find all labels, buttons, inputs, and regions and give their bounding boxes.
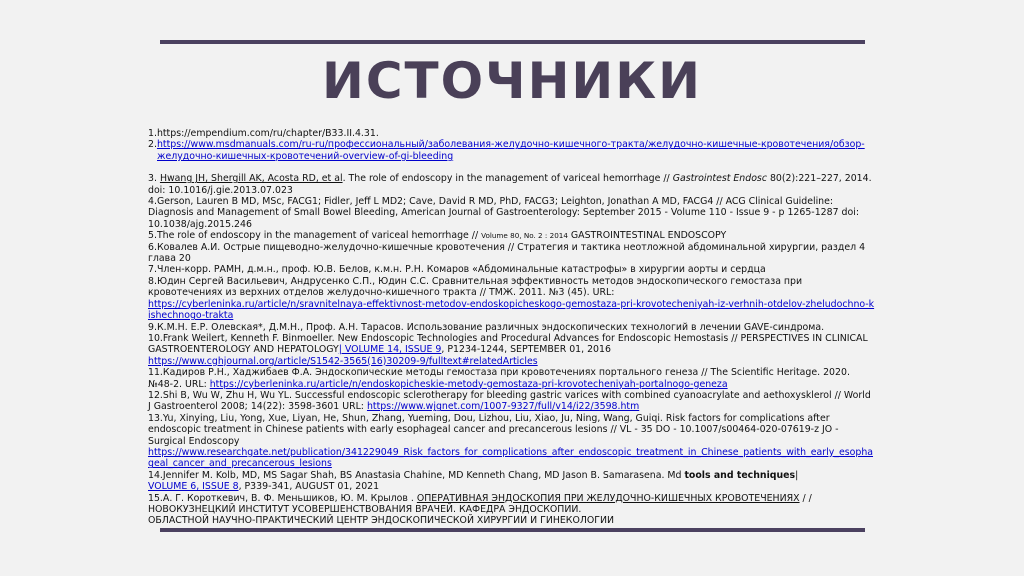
reference-6: 6.Ковалев А.И. Острые пищеводно-желудочно-кишечные кровотечения // Стратегия и тактика неотложной абдоминальной хирургии, раздел 4 глава 20: [148, 241, 866, 265]
reference-15-text: 15.А. Г. Короткевич, В. Ф. Меньшиков, Ю. М. Крылов .: [148, 492, 417, 504]
page-title: ИСТОЧНИКИ: [322, 52, 702, 110]
reference-3-number: 3.: [148, 173, 160, 185]
references-list: [148, 128, 876, 527]
reference-8: [148, 276, 876, 322]
reference-5-rest: GASTROINTESTINAL ENDOSCOPY: [567, 230, 727, 242]
reference-5-volume: Volume 80, No. 2 : 2014: [481, 231, 568, 241]
reference-14-volume-link[interactable]: VOLUME 6, ISSUE 8: [148, 481, 239, 493]
reference-8-text: 8.Юдин Сергей Васильевич, Андрусенко С.П., Юдин С.С. Сравнительная эффективность методов эндоскопического гемостаза при кровотечениях из верхних отделов желудочно-кишечного тракта // ТМЖ. 2011. №3 (45). URL:: [148, 275, 803, 299]
reference-10-link[interactable]: https://www.cghjournal.org/article/S1542-3565(16)30209-9/fulltext#relatedArticles: [148, 355, 538, 367]
reference-7: 7.Член-корр. РАМН, д.м.н., проф. Ю.В. Белов, к.м.н. Р.Н. Комаров «Абдоминальные катастрофы» в хирургии аорты и сердца: [148, 264, 766, 276]
reference-2-link[interactable]: https://www.msdmanuals.com/ru-ru/профессиональный/заболевания-желудочно-кишечного-тракта/желудочно-кишечные-кровотечения/обзор-желудочно-кишечных-кровотечений-overview-of-gi-bleeding: [156, 139, 865, 162]
reference-15-separator: / /: [799, 492, 812, 504]
reference-8-link[interactable]: https://cyberleninka.ru/article/n/sravnitelnaya-effektivnost-metodov-endoskopicheskogo-gemostaza-pri-krovotecheniyah-iz-verhnih-otdelov-zheludochno-kishechnogo-trakta: [148, 298, 875, 322]
reference-12: [148, 390, 876, 413]
reference-3-journal: Gastrointest Endosc: [672, 173, 767, 185]
reference-12-link[interactable]: https://www.wjgnet.com/1007-9327/full/v14/i22/3598.htm: [366, 401, 640, 413]
reference-11: [148, 367, 876, 390]
reference-12-text: 12.Shi B, Wu W, Zhu H, Wu YL. Successful endoscopic sclerotherapy for bleeding gastric varices with combined cyanoacrylate and aethoxysklerol // World J Gastroenterol 2008; 14(22): 3598-3601 URL:: [148, 389, 871, 413]
top-divider: [160, 40, 865, 44]
reference-15-title: ОПЕРАТИВНАЯ ЭНДОСКОПИЯ ПРИ ЖЕЛУДОЧНО-КИШЕЧНЫХ КРОВОТЕЧЕНИЯХ: [416, 492, 800, 504]
reference-5-text: 5.The role of endoscopy in the management of variceal hemorrhage //: [148, 230, 482, 242]
reference-1: 1.https://empendium.com/ru/chapter/B33.II.4.31.: [148, 128, 379, 139]
reference-2: [148, 139, 876, 162]
reference-10: [148, 333, 876, 367]
reference-14-text: 14.Jennifer M. Kolb, MD, MS Sagar Shah, BS Anastasia Chahine, MD Kenneth Chang, MD Jason B. Samarasena. Md: [148, 469, 685, 481]
reference-14-section: tools and techniques: [684, 469, 796, 481]
reference-14: [148, 470, 876, 493]
reference-3: [148, 173, 876, 196]
reference-11-link[interactable]: https://cyberleninka.ru/article/n/endoskopicheskie-metody-gemostaza-pri-krovotecheniyah-portalnogo-geneza: [209, 378, 728, 390]
reference-3-rest: 80(2):221–227, 2014. doi: 10.1016/j.gie.2013.07.023: [148, 173, 872, 196]
reference-13-link[interactable]: https://www.researchgate.net/publication/341229049_Risk_factors_for_complications_after_endoscopic_treatment_in_Chinese_patients_with_early_esophageal_cancer_and_precancerous_lesions: [148, 446, 874, 470]
reference-3-text: . The role of endoscopy in the management of variceal hemorrhage //: [342, 173, 673, 185]
reference-15-institute: НОВОКУЗНЕЦКИЙ ИНСТИТУТ УСОВЕРШЕНСТВОВАНИЯ ВРАЧЕЙ. КАФЕДРА ЭНДОСКОПИИ.: [148, 504, 582, 515]
spacer: [148, 162, 876, 173]
reference-13-text: 13.Yu, Xinying, Liu, Yong, Xue, Liyan, He, Shun, Zhang, Yueming, Dou, Lizhou, Liu, Xiao, Ju, Ning, Wang, Guiqi. Risk factors for complications after endoscopic treatment in Chinese patients with early esophageal cancer and precancerous lesions // VL - 35 DO - 10.1007/s00464-020-07619-z JO - Surgical Endoscopy: [148, 412, 839, 447]
reference-14-rest: , P339-341, AUGUST 01, 2021: [238, 481, 380, 493]
reference-15: [148, 493, 876, 527]
reference-15-center: ОБЛАСТНОЙ НАУЧНО-ПРАКТИЧЕСКИЙ ЦЕНТР ЭНДОСКОПИЧЕСКОЙ ХИРУРГИИ И ГИНЕКОЛОГИИ: [148, 515, 615, 527]
reference-11-text: 11.Кадиров Р.Н., Хаджибаев Ф.А. Эндоскопические методы гемостаза при кровотечениях портального генеза // The Scientific Heritage. 2020. №48-2. URL:: [148, 367, 850, 390]
reference-4: 4.Gerson, Lauren B MD, MSc, FACG1; Fidler, Jeff L MD2; Cave, David R MD, PhD, FACG3; Leighton, Jonathan A MD, FACG4 // ACG Clinical Guideline: Diagnosis and Management of Small Bowel Bleeding, American Journal of Gastroenterology: September 2015 - Volume 110 - Issue 9 - p 1265-1287 doi: 10.1038/ajg.2015.246: [148, 196, 859, 230]
bottom-divider: [160, 528, 865, 532]
reference-3-authors: Hwang JH, Shergill AK, Acosta RD, et al: [159, 173, 343, 185]
reference-2-number: 2.: [148, 139, 157, 151]
reference-5: [148, 230, 876, 241]
reference-10-text: 10.Frank Weilert, Kenneth F. Binmoeller. New Endoscopic Technologies and Procedural Advances for Endoscopic Hemostasis // PERSPECTIVES IN CLINICAL GASTROENTEROLOGY AND HEPATOLOGY: [148, 332, 868, 356]
reference-9: 9.К.М.Н. Е.Р. Олевская*, Д.М.Н., Проф. А.Н. Тарасов. Использование различных эндоскопических технологий в лечении GAVE-синдрома.: [148, 321, 825, 333]
reference-10-volume-link[interactable]: | VOLUME 14, ISSUE 9: [338, 344, 442, 356]
reference-10-rest: , P1234-1244, SEPTEMBER 01, 2016: [441, 344, 611, 356]
reference-14-separator: |: [795, 469, 799, 481]
reference-13: [148, 413, 876, 470]
